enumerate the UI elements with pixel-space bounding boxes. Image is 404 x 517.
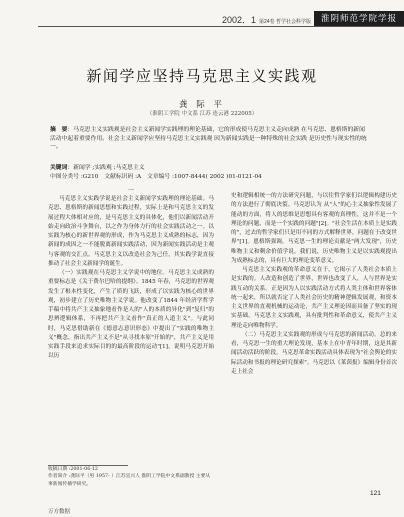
right-column	[231, 192, 397, 377]
volume-label: 第24卷 哲学社会科学版	[259, 19, 311, 25]
footnote	[48, 466, 214, 488]
watermark-text: 万方数据	[48, 509, 71, 515]
keywords-text: ：新闻学 ;实践观 ;马克思主义	[67, 165, 145, 171]
section-marker: 一	[127, 187, 134, 194]
left-column	[48, 186, 214, 362]
header-rule	[38, 26, 404, 27]
author-bio: 作者简介 :龚际平（男 1957- ）江苏宜兴人 淮阴工学院中文系副教授 主要从事新闻传播学研究。	[48, 474, 211, 487]
received-date: 收稿日期 :2001-06-12	[48, 467, 98, 472]
abstract	[50, 126, 368, 152]
body-paragraph: 马克思主义实践学说是社会主义新闻学实践理的理论基础。马克思、恩格斯的新闻思想和实践过程，实际上是和马克思主义的发展过程大体相对应的，是马克思主义的具体化，他们以新闻活动开始走向政治斗争舞台，以之作为身体力行的社会实践活动之一。以实践为核心的新世界观的形成，作为马克思主义成熟的标志，因为新闻的成因之一不能脱离新闻实践活动，因为新闻实践活动是主观与客观的交汇点。马克思主义以改造社会为己任，其实践学说直接推动了社会主义新闻学的诞生。	[48, 196, 214, 267]
author-affiliation: （淮阴工学院 中文系 江苏 连云港 222005）	[146, 111, 258, 117]
keywords	[50, 164, 368, 173]
issue-label	[222, 13, 311, 26]
body-paragraph: 马克思主义实践观的革命意义在于，它揭示了人类社会本质上是实践的。人改造和创造了世界，世界也改变了人，人与世界是实践互动的关系。正是因为人以实践活动方式将人类主体和世界客体统一起来，所以就否定了人类社会历史的精神逻辑发展观，和资本主义世界的直观机械的运动论，共产主义理论因而具备了坚实的现实基础。马克思主义实践观，具有批判性和革命意义，使共产主义理论走向唯物科学。	[231, 267, 397, 329]
journal-banner: 淮阴师范学院学报	[314, 11, 404, 26]
issue-number: 2002．1	[222, 15, 257, 25]
keywords-label: 关键词	[50, 165, 68, 171]
running-header	[0, 0, 404, 26]
classification-line: 中图分类号 :G210 文献标识码 :A 文章编号 :1007-8444( 2002 )01-0121-04	[50, 174, 262, 180]
abstract-text: ：马克思主义实践观是社会主义新闻学实践理的理论基础，它的形成使马克思主义走向成熟 在马克思、恩格斯的新闻活动中起着重要作用。社会主义新闻学应坚持马克思主义实践观 因为新闻实践是一种特殊的社会实践 是历史性与现实性的统一。	[50, 127, 367, 151]
body-paragraph: 史和逻辑相统一的方法研究问题，与以往哲学家们以逻辑构建历史的方法进行了彻底决裂。马克思认为 从"人"的心主义抽象性发展了能动的方面，将人的思维是思想具有客观的真理性，这并不是一个理论的问题，而是一个实践的问题"[2]。"社会生活在本质上是实践的"，过去的哲学家们只是用不同的方式解释世界，问题在于改变世界"[1]。恩格斯强调，马克思一生的理论贡献是"两大发现"，历史唯物主义和剩余价值学说。我们说，历史唯物主义是以实践观提出为成熟标志的，具有巨大的理论变革意义。	[231, 193, 397, 264]
abstract-label: 摘 要	[50, 127, 68, 133]
body-paragraph: （一）实践观在马克思主义学说中的地位。马克思主义成熟的重要标志是《关于费尔巴哈的提纲》。1845 年春，马克思的世界观发生了根本性变化，产生了质的飞跃，形成了以实践为核心的世界观，初步建立了历史唯物主义学说。他改变了1844 年经济学哲学手稿中将共产主义抽象地看作是人的"人的本质的异化"到"复归"的思辨逻辑体系，不再把共产主义看作"真正的人道主义"。与此同时，马克思借助新在《德意志意识形态》中提出了"实践的唯物主义"概念，指出共产主义不是"从寻找本原"开始的"，共产主义是用实践手段来追求实际目的的最高阶段的运动"[1]。说明马克思开始以历	[48, 270, 214, 360]
page-number: 121	[370, 490, 381, 497]
author-name: 龚 际 平	[179, 100, 225, 110]
body-paragraph: （二）马克思主义实践观的形成与马克思的新闻活动。总的来看，马克思一生的重大理论发现，基本上在中青年时期，这是其新闻活动活跃的阶段。马克思革命实践活动具体表现为"社会舆论的实际活动和书报的理论研究探索"。马克思以《莱茵报》编辑身份首次走上社会	[231, 331, 397, 375]
article-title: 新闻学应坚持马克思主义实践观	[86, 68, 318, 85]
